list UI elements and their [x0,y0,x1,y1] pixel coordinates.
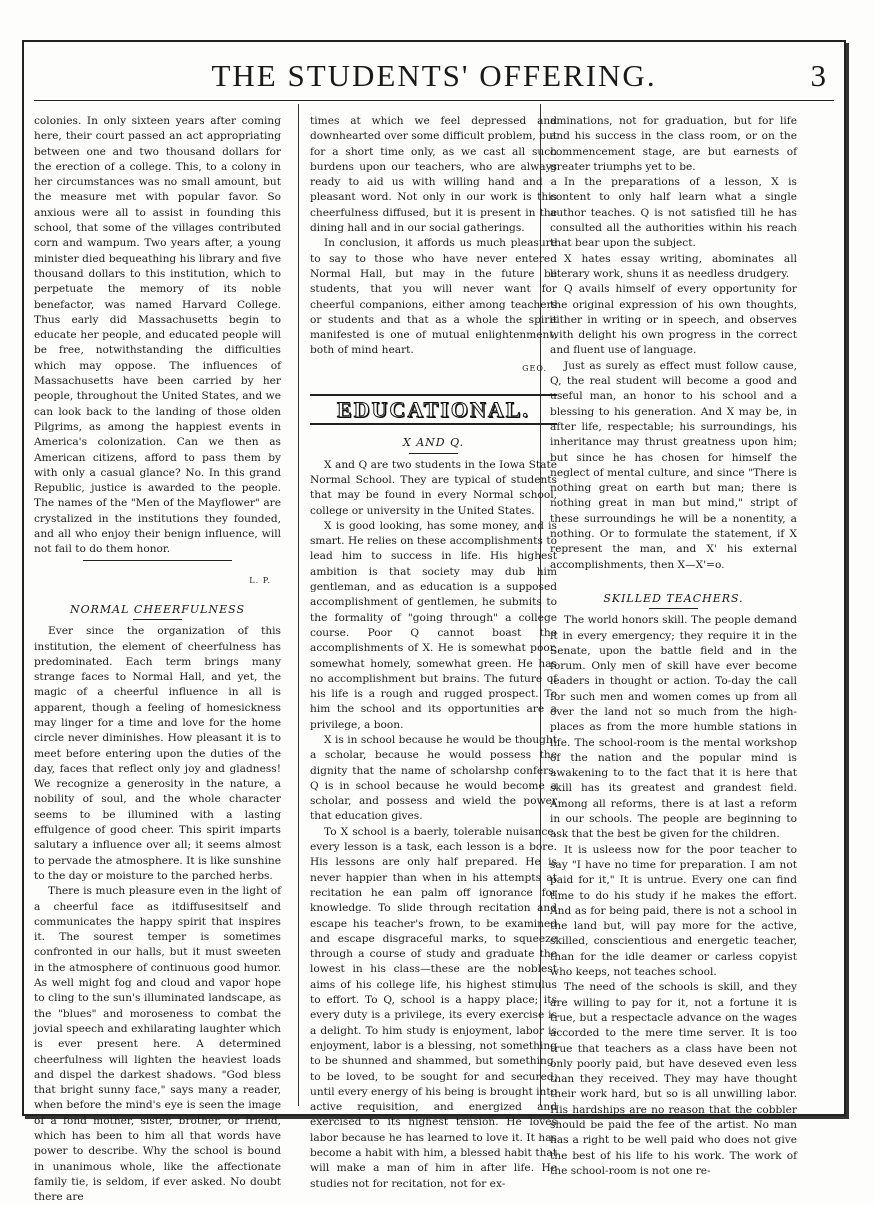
article-paragraph: times at which we feel depressed and downhearted over some difficult problem, but for a short time only, as we cast all such burdens upon our teachers, who are always ready to aid us with willing hand and a pleasant word. Not only in our work is this cheerfulness diffused, but it is present in the dining hall and in our social gatherings. [310,115,557,235]
article-paragraph: X hates essay writing, abominates all literary work, shuns it as needless drudgery. [550,252,797,280]
article-paragraph: aminations, not for graduation, but for life and his success in the class room, or on the commencement stage, are but earnests of greater triumphs yet to be. [550,115,797,173]
author-signature: GEO. [522,363,547,373]
page-number: 3 [810,58,826,93]
article-paragraph: X is good looking, has some money, and is smart. He relies on these accomplishments to lead him to success in life. His highest ambition is that society may dub him gentleman, and as education is a supposed accomplishment of gentlemen, he submits to the formality of "going through" a college course. Poor Q cannot boast the accomplishments of X. He is somewhat poor, somewhat homely, somewhat green. He has no accomplishment but brains. The future of his life is a rough and rugged prospect. To him the school and its opportunities are a privilege, a boon. [310,519,557,731]
article-paragraph: Just as surely as effect must follow cause, Q, the real student will become a good and useful man, an honor to his school and a blessing to his generation. And X may be, in after life, respectable; his surroundings, his inheritance may thrust greatness upon him; but since he has chosen for himself the neglect of mental culture, and since "There is nothing great on earth but man; there is nothing great in man but mind," stript of these surroundings he will be a nonentity, a nothing. Or to formulate the statement, if X represent the man, and X' his external accomplishments, then X—X'=o. [550,359,797,571]
title-rule [133,619,182,620]
masthead-title: THE STUDENTS' OFFERING. [211,58,657,93]
article-paragraph: In conclusion, it affords us much pleasure to say to those who have never entered Normal Hall, but may in the future be students, that you will never want for cheerful companions, either among teachers or students and that as a whole the spirit manifested is one of mutual enlightenment, both of mind heart. [310,237,557,357]
section-banner: EDUCATIONAL. [310,394,557,425]
column-3 [550,114,797,1179]
page-frame [22,40,846,1204]
masthead-rule [34,100,834,101]
article-paragraph: In the preparations of a lesson, X is content to only half learn what a single author teaches. Q is not satisfied till he has consulted all the authorities within his reach that bear upon the subject. [550,176,797,250]
article-paragraph: X is in school because he would be thought a scholar, because he would possess the dignity that the name of scholarshp confers. Q is in school because he would become a scholar, and possess and wield the power that education gives. [310,733,557,823]
article-paragraph: X and Q are two students in the Iowa State Normal School. They are typical of students that may be found in every Normal school, college or university in the United States. [310,458,557,517]
article-paragraph: Ever since the organization of this institution, the element of cheerfulness has predominated. Each term brings many strange faces to Normal Hall, and yet, the magic of a cheerful influence in all is apparent, though a feeling of homesickness may linger for a time and love for the home circle never diminishes. How pleasant it is to meet before entering upon the duties of the day, faces that reflect only joy and gladness! We recognize a generosity in the nature, a nobility of soul, and the whole character seems to be illumined with a lasting effulgence of good cheer. This spirit imparts salutary a influence over all; it seems almost to pervade the atmosphere. It is like sunshine to the day or moisture to the parched herbs. [34,625,281,882]
article-paragraph: Q avails himself of every opportunity for the original expression of his own thoughts, either in writing or in speech, and observes with delight his own progress in the correct and fluent use of language. [550,283,797,357]
section-rule [83,560,231,571]
article-paragraph: The world honors skill. The people demand it in every emergency; they require it in the Senate, upon the battle field and in the forum. Only men of skill have ever become leaders in thought or action. To-day the call for such men and women comes up from all over the land not so much from the high-places as from the more humble stations in life. The school-room is the mental workshop of the nation and the popular mind is awakening to to the fact that it is here that skill has its greatest and grandest field. Among all reforms, there is at last a reform in our schools. The people are beginning to ask that the best be given for the children. [550,614,797,841]
column-2 [310,114,557,1192]
author-signature: L. P. [249,575,271,585]
article-paragraph: The need of the schools is skill, and they are willing to pay for it, not a fortune it is true, but a respectacle advance on the wages accorded to the mere time server. It is too true that teachers as a class have been not only poorly paid, but have deseved even less than they received. They may have thought their work hard, but so is all unwilling labor. His hardships are no reason that the cobbler should be paid the fee of the artist. No man has a right to be well paid who does not give the best of his life to his work. The work of the school-room is not one re- [550,981,797,1177]
article-title: SKILLED TEACHERS. [603,591,744,605]
title-rule [409,453,458,454]
article-paragraph: It is usleess now for the poor teacher to say "I have no time for preparation. I am not paid for it," It is untrue. Every one can find time to do his study if he makes the effort. And as for being paid, there is not a school in the land but, will pay more for the active, skilled, conscientious and energetic teacher, than for the idle deamer or carless copyist who keeps, not teaches school. [550,843,797,979]
article-paragraph: To X school is a baerly, tolerable nuisance, every lesson is a task, each lesson is a bore. His lessons are only half prepared. He is never happier than when in his attempts at recitation he ean palm off ignorance for knowledge. To slide through recitation and escape his teacher's frown, to be examined and escape disgraceful marks, to squeeze through a course of study and graduate the lowest in his class—these are the noblest aims of his college life, his highest stimulus to effort. To Q, school is a happy place; its every duty is a privilege, its every exercise is a delight. To him study is enjoyment, labor is enjoyment, labor is a blessing, not something to be shunned and shammed, but something, to be loved, to be sought for and secured, until every energy of his being is brought into active requisition, and energized and exercised to its highest tension. He loves labor because he has learned to love it. It has become a habit with him, a blessed habit that will make a man of him in after life. He studies not for recitation, not for ex- [310,825,557,1190]
column-1 [34,114,281,1205]
article-title: NORMAL CHEERFULNESS [69,602,246,616]
article-paragraph: colonies. In only sixteen years after coming here, their court passed an act appropriating between one and two thousand dollars for the erection of a college. This, to a colony in her circumstances was no small amount, but the measure met with popular favor. So anxious were all to assist in founding this school, that some of the villages contributed corn and wampum. Two years after, a young minister died bequeathing his library and five thousand dollars to this institution, which to perpetuate the memory of its noble benefactor, was named Harvard College. Thus early did Massachusetts begin to educate her people, and educated people will be free, notwithstanding the difficulties which may oppose. The influences of Massachusetts have been carried by her people, throughout the United States, and we can look back to the landing of those olden Pilgrims, as among the happiest events in America's colonization. Can we then as American citizens, afford to pass them by with only a casual glance? No. In this grand Republic, justice is awarded to the people. The names of the "Men of the Mayflower" are crystalized in the institutions they founded, and all who enjoy their benign influence, will not fail to do them honor. [34,115,281,556]
article-title: X AND Q. [402,436,465,450]
title-rule [649,608,698,609]
column-divider [298,104,299,1106]
article-paragraph: There is much pleasure even in the light of a cheerful face as itdiffusesitself and communicates the happy spirit that inspires it. The sourest temper is sometimes confronted in our halls, but it must sweeten in the atmosphere of continuous good humor. As well might fog and cloud and vapor hope to cling to the sun's illuminated landscape, as the "blues" and moroseness to combat the jovial speech and exhilarating laughter which is ever present here. A determined cheerfulness will lighten the heaviest loads and dispel the darkest shadows. "God bless that bright sunny face," says many a reader, when before the mind's eye is seen the image of a fond mother, sister, brother, or friend, which has been to him all that words have power to describe. Why the school is bound in unanimous whole, like the affectionate family tie, is seldom, if ever asked. No doubt there are [34,885,281,1204]
